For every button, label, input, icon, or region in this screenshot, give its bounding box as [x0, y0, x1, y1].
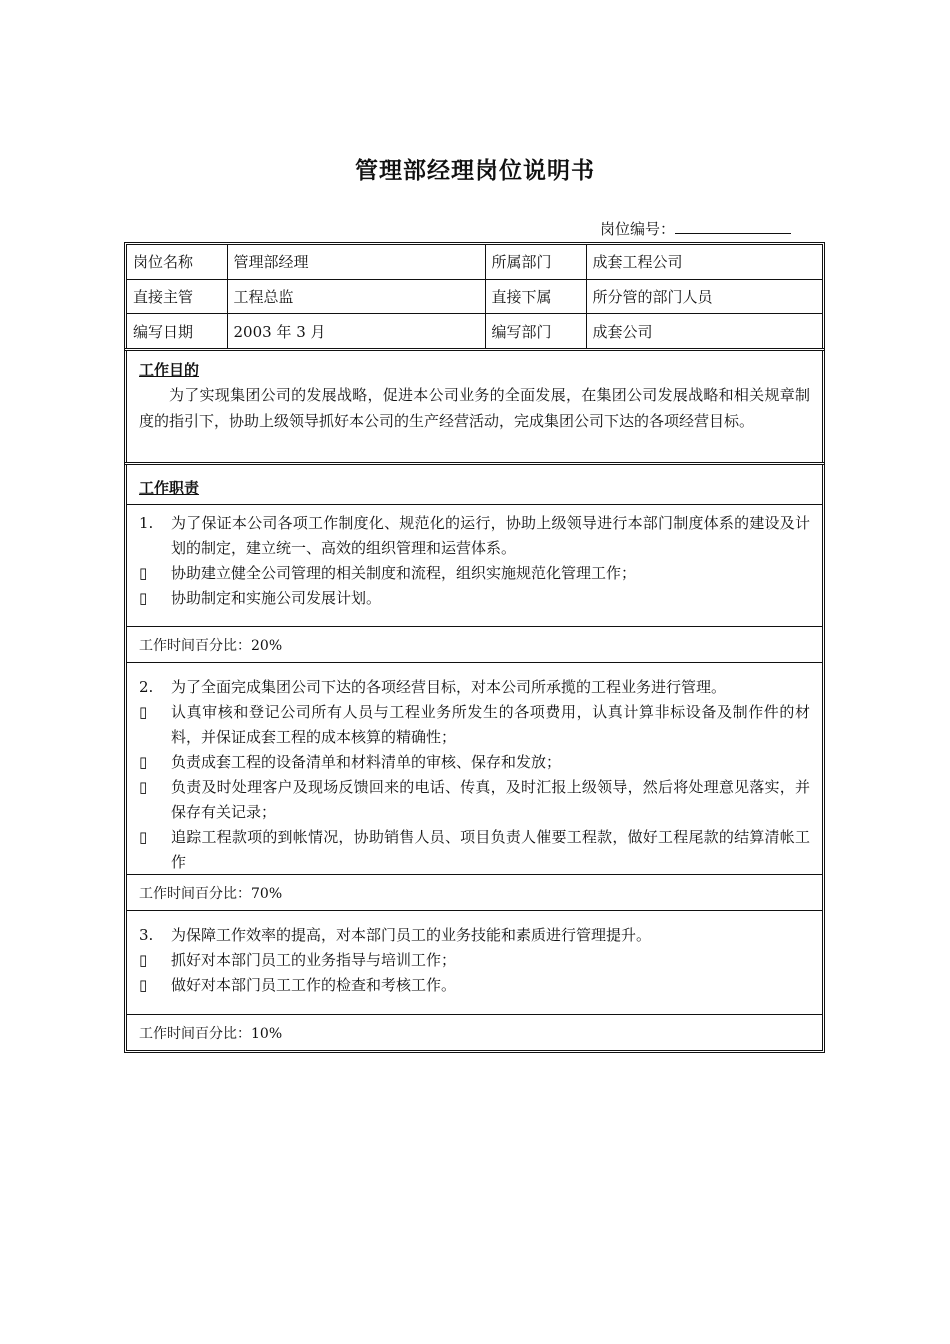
duty-bullet — [139, 825, 810, 875]
bullet-icon: ▯ — [139, 564, 148, 582]
info-row — [127, 279, 822, 314]
bullet-text: 做好对本部门员工工作的检查和考核工作。 — [171, 976, 457, 994]
duty-block-1 — [127, 505, 822, 627]
duty-bullet — [139, 700, 810, 750]
info-label-subordinates: 直接下属 — [485, 279, 586, 314]
duty-bullet — [139, 973, 810, 998]
position-number-blank — [675, 218, 791, 234]
position-number — [600, 218, 791, 239]
info-label-written-date: 编写日期 — [127, 314, 227, 348]
info-table-frame — [124, 242, 825, 351]
bullet-text: 负责及时处理客户及现场反馈回来的电话、传真，及时汇报上级领导，然后将处理意见落实，并保存有关记录； — [171, 778, 810, 821]
bullet-text: 协助制定和实施公司发展计划。 — [171, 589, 382, 607]
purpose-heading: 工作目的 — [139, 361, 200, 379]
bullet-text: 协助建立健全公司管理的相关制度和流程，组织实施规范化管理工作； — [171, 564, 637, 582]
info-row — [127, 245, 822, 279]
info-row — [127, 314, 822, 348]
purpose-section — [124, 348, 825, 465]
duty-number: 1. — [139, 514, 154, 532]
duty-bullet — [139, 775, 810, 825]
duty-number: 2. — [139, 678, 154, 696]
info-value-written-date: 2003 年 3 月 — [227, 314, 485, 348]
info-value-department: 成套工程公司 — [586, 245, 822, 279]
bullet-icon: ▯ — [139, 589, 148, 607]
duties-heading-row — [127, 465, 822, 505]
work-time-percent-3: 工作时间百分比：10% — [139, 1025, 283, 1042]
info-table — [127, 245, 822, 348]
bullet-icon: ▯ — [139, 753, 148, 771]
duty-number: 3. — [139, 926, 154, 944]
duty-block-3 — [127, 911, 822, 1015]
duties-heading: 工作职责 — [139, 479, 200, 497]
bullet-icon: ▯ — [139, 951, 148, 969]
duty-bullet — [139, 561, 810, 586]
info-label-supervisor: 直接主管 — [127, 279, 227, 314]
info-value-subordinates: 所分管的部门人员 — [586, 279, 822, 314]
bullet-text: 认真审核和登记公司所有人员与工程业务所发生的各项费用，认真计算非标设备及制作件的材料，并保证成套工程的成本核算的精确性； — [171, 703, 810, 746]
bullet-text: 追踪工程款项的到帐情况，协助销售人员、项目负责人催要工程款，做好工程尾款的结算清帐工作 — [171, 828, 810, 871]
duty-main — [139, 511, 810, 561]
duty-bullet — [139, 948, 810, 973]
purpose-text: 为了实现集团公司的发展战略，促进本公司业务的全面发展，在集团公司发展战略和相关规章制度的指引下，协助上级领导抓好本公司的生产经营活动，完成集团公司下达的各项经营目标。 — [139, 386, 810, 430]
duty-bullet — [139, 586, 810, 611]
info-label-written-dept: 编写部门 — [485, 314, 586, 348]
info-value-position-name: 管理部经理 — [227, 245, 485, 279]
duty-main — [139, 923, 810, 948]
bullet-icon: ▯ — [139, 976, 148, 994]
work-time-percent-2: 工作时间百分比：70% — [127, 875, 822, 911]
duty-main — [139, 675, 810, 700]
work-time-percent-1: 工作时间百分比：20% — [127, 627, 822, 663]
duty-text: 为了保证本公司各项工作制度化、规范化的运行，协助上级领导进行本部门制度体系的建设及计划的制定，建立统一、高效的组织管理和运营体系。 — [171, 514, 810, 557]
bullet-icon: ▯ — [139, 778, 148, 796]
bullet-text: 抓好对本部门员工的业务指导与培训工作； — [171, 951, 457, 969]
duty-block-2 — [127, 663, 822, 875]
duty-text: 为了全面完成集团公司下达的各项经营目标，对本公司所承揽的工程业务进行管理。 — [171, 678, 727, 696]
bullet-icon: ▯ — [139, 703, 148, 721]
info-label-position-name: 岗位名称 — [127, 245, 227, 279]
duties-section — [124, 462, 825, 1053]
bullet-text: 负责成套工程的设备清单和材料清单的审核、保存和发放； — [171, 753, 562, 771]
position-number-label: 岗位编号： — [600, 220, 676, 238]
info-value-supervisor: 工程总监 — [227, 279, 485, 314]
info-value-written-dept: 成套公司 — [586, 314, 822, 348]
duty-bullet — [139, 750, 810, 775]
info-label-department: 所属部门 — [485, 245, 586, 279]
bullet-icon: ▯ — [139, 828, 148, 846]
duty-text: 为保障工作效率的提高，对本部门员工的业务技能和素质进行管理提升。 — [171, 926, 652, 944]
document-title: 管理部经理岗位说明书 — [355, 158, 595, 184]
